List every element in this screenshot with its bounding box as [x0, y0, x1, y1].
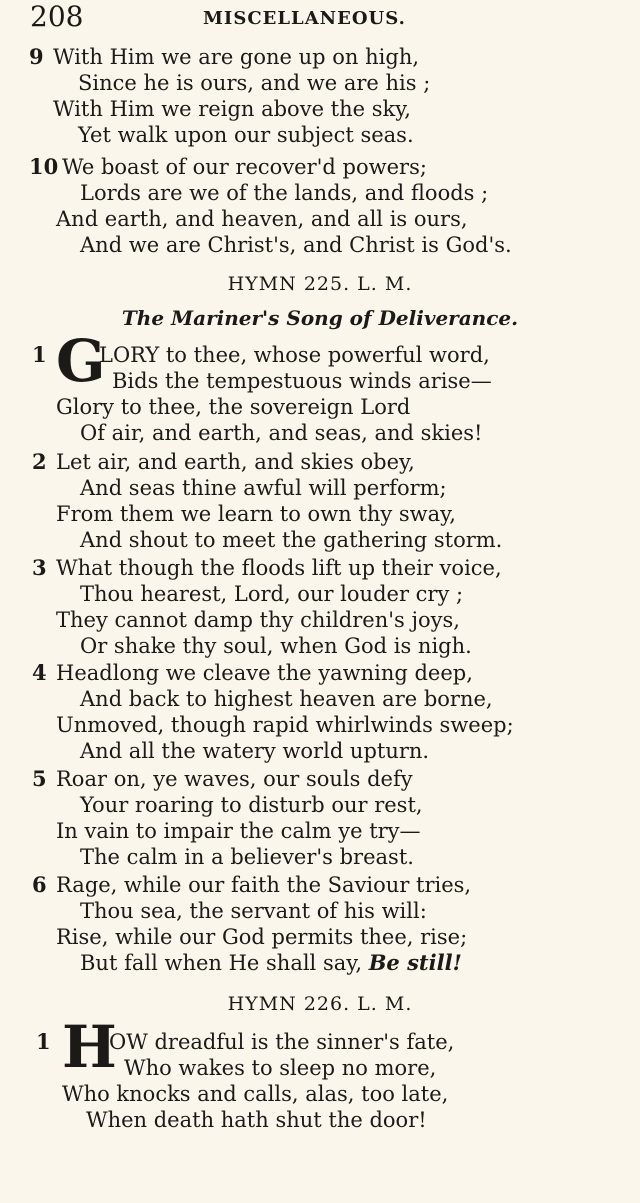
verse-number: 6 [32, 872, 47, 897]
running-title: MISCELLANEOUS. [203, 8, 406, 29]
drop-cap: H [62, 1013, 117, 1081]
page-number: 208 [30, 0, 84, 33]
verse-line-text: But fall when He shall say, [80, 951, 362, 975]
verse-number: 1 [36, 1029, 51, 1054]
verse-line: Who wakes to sleep no more, [124, 1056, 437, 1080]
verse-line: Or shake thy soul, when God is nigh. [80, 634, 472, 658]
verse-line: Thou hearest, Lord, our louder cry ; [80, 582, 464, 606]
hymn-225-heading: HYMN 225. L. M. [227, 273, 413, 295]
verse-line: Yet walk upon our subject seas. [78, 123, 414, 147]
verse-line: What though the floods lift up their voice, [56, 556, 502, 580]
verse-line: The calm in a believer's breast. [80, 845, 414, 869]
verse-line: OW dreadful is the sinner's fate, [109, 1030, 455, 1054]
hymn-225-subtitle: The Mariner's Song of Deliverance. [121, 306, 519, 330]
verse-line: Headlong we cleave the yawning deep, [56, 661, 473, 685]
verse-line: With Him we are gone up on high, [53, 45, 420, 69]
verse-line: Bids the tempestuous winds arise— [112, 369, 492, 393]
verse-line: Of air, and earth, and seas, and skies! [80, 421, 483, 445]
verse-line: Rage, while our faith the Saviour tries, [56, 873, 472, 897]
verse-number: 2 [32, 449, 47, 474]
verse-line: Glory to thee, the sovereign Lord [56, 395, 411, 419]
verse-line: And all the watery world upturn. [80, 739, 430, 763]
verse-line [80, 950, 462, 976]
verse-line: When death hath shut the door! [86, 1108, 427, 1132]
verse-line: We boast of our recover'd powers; [62, 155, 427, 179]
verse-line: Thou sea, the servant of his will: [80, 899, 427, 923]
verse-number: 10 [29, 154, 59, 179]
verse-number: 3 [32, 555, 47, 580]
verse-number: 1 [32, 342, 47, 367]
drop-cap: G [56, 327, 106, 395]
verse-line: Your roaring to disturb our rest, [80, 793, 423, 817]
verse-line: Let air, and earth, and skies obey, [56, 450, 415, 474]
verse-line: Since he is ours, and we are his ; [78, 71, 431, 95]
verse-line: Unmoved, though rapid whirlwinds sweep; [56, 713, 514, 737]
verse-line: From them we learn to own thy sway, [56, 502, 456, 526]
page-header [0, 0, 640, 40]
verse-number: 5 [32, 766, 47, 791]
verse-number: 4 [32, 660, 47, 685]
verse-line: Lords are we of the lands, and floods ; [80, 181, 489, 205]
verse-line: Who knocks and calls, alas, too late, [62, 1082, 449, 1106]
verse-line: Rise, while our God permits thee, rise; [56, 925, 468, 949]
verse-line: Roar on, ye waves, our souls defy [56, 767, 413, 791]
verse-line: And seas thine awful will perform; [80, 476, 447, 500]
verse-line: With Him we reign above the sky, [53, 97, 411, 121]
verse-line: And earth, and heaven, and all is ours, [56, 207, 468, 231]
hymn-226-heading: HYMN 226. L. M. [227, 993, 413, 1015]
verse-line: And shout to meet the gathering storm. [80, 528, 503, 552]
verse-line: They cannot damp thy children's joys, [56, 608, 460, 632]
verse-line: And we are Christ's, and Christ is God's. [80, 233, 512, 257]
verse-number: 9 [29, 44, 44, 69]
emphasis-text: Be still! [368, 950, 462, 975]
verse-line: LORY to thee, whose powerful word, [99, 343, 490, 367]
verse-line: And back to highest heaven are borne, [80, 687, 493, 711]
verse-line: In vain to impair the calm ye try— [56, 819, 421, 843]
